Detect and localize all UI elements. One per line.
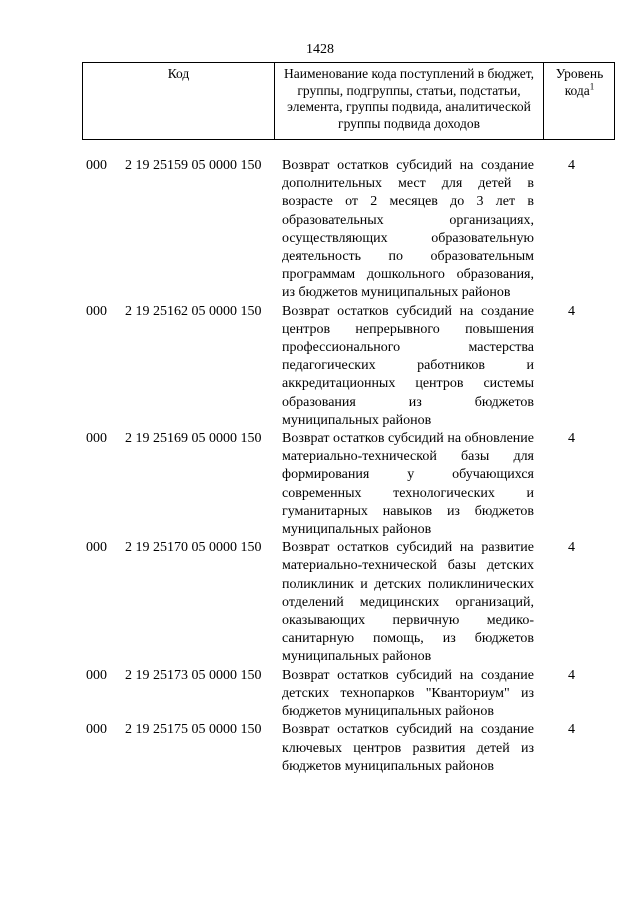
row-level: 4 — [568, 431, 575, 447]
table-row — [0, 667, 640, 722]
row-code: 2 19 25162 05 0000 150 — [125, 303, 262, 319]
table-row — [0, 303, 640, 430]
row-name: Возврат остатков субсидий на создание центров непрерывного повышения профессионального мастерства педагогических работников и аккредитационных центров системы образования из бюджетов муниципальных районов — [282, 303, 534, 428]
row-name: Возврат остатков субсидий на развитие материально-технической базы детских поликлиник и детских поликлинических отделений медицинских организаций, оказывающих первичную медико-санитарную помощь, из бюджетов муниципальных районов — [282, 540, 534, 665]
header-name: Наименование кода поступлений в бюджет, группы, подгруппы, статьи, подстатьи, элемента, группы подвида, аналитической группы подвида доходов — [275, 63, 544, 139]
row-prefix: 000 — [86, 667, 107, 683]
header-code: Код — [83, 63, 275, 139]
row-code: 2 19 25159 05 0000 150 — [125, 158, 262, 173]
row-name: Возврат остатков субсидий на создание детских технопарков "Кванториум" из бюджетов муниципальных районов — [282, 667, 534, 720]
header-level-label: Уровень кода — [555, 66, 604, 98]
row-name: Возврат остатков субсидий на создание ключевых центров развития детей из бюджетов муниципальных районов — [282, 722, 534, 774]
row-code: 2 19 25169 05 0000 150 — [125, 431, 262, 447]
table-row — [0, 721, 640, 776]
row-code: 2 19 25170 05 0000 150 — [125, 540, 262, 556]
row-name: Возврат остатков субсидий на создание дополнительных мест для детей в возрасте от 2 месяцев до 3 лет в образовательных организациях, осуществляющих образовательную деятельность по образовательным программам дошкольного образования, из бюджетов муниципальных районов — [282, 158, 534, 301]
table-row — [0, 430, 640, 539]
row-name: Возврат остатков субсидий на обновление материально-технической базы для формирования у обучающихся современных технологических и гуманитарных навыков из бюджетов муниципальных районов — [282, 431, 534, 538]
table-header — [82, 62, 615, 140]
row-prefix: 000 — [86, 158, 107, 173]
row-level: 4 — [568, 158, 575, 173]
header-level — [544, 63, 615, 139]
row-code: 2 19 25173 05 0000 150 — [125, 667, 262, 683]
table-row — [0, 157, 640, 303]
row-prefix: 000 — [86, 540, 107, 556]
row-prefix: 000 — [86, 303, 107, 319]
row-level: 4 — [568, 303, 575, 319]
page-number: 1428 — [306, 42, 334, 57]
table-body — [0, 157, 640, 776]
row-level: 4 — [568, 540, 575, 556]
header-level-footnote: 1 — [589, 81, 595, 91]
row-prefix: 000 — [86, 722, 107, 738]
table-row — [0, 539, 640, 666]
row-level: 4 — [568, 722, 575, 738]
row-level: 4 — [568, 667, 575, 683]
row-prefix: 000 — [86, 431, 107, 447]
row-code: 2 19 25175 05 0000 150 — [125, 722, 262, 738]
